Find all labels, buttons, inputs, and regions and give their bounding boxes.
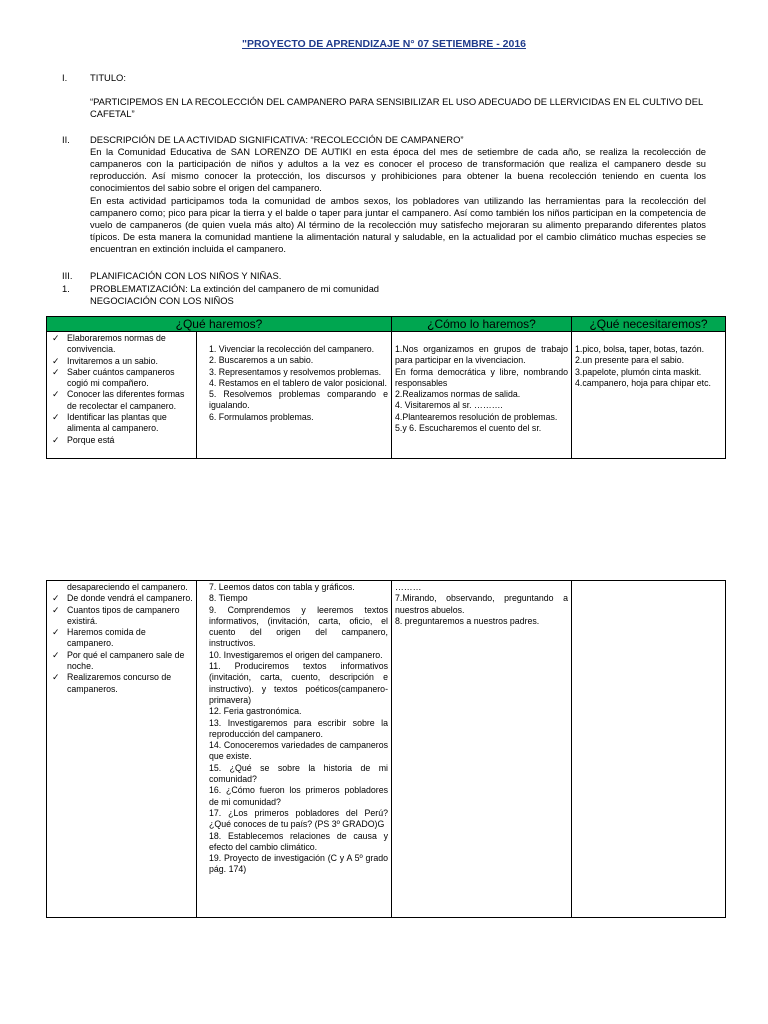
header-what-will-we-do: ¿Qué haremos? (47, 317, 392, 332)
section-3-heading: III. PLANIFICACIÓN CON LOS NIÑOS Y NIÑAS. (62, 270, 282, 281)
list-item: ✓ Conocer las diferentes formas de recolectar el campanero. (50, 389, 193, 412)
list-item: 4. Visitaremos al sr. ………. (395, 400, 503, 411)
list-item: 11. Produciremos textos informativos (invitación, carta, cuento, descripción e instructivo). y textos poéticos(campanero-primavera) (209, 661, 388, 705)
list-item: 1.Nos organizamos en grupos de trabajo para participar en la vivenciacion. (395, 344, 568, 366)
negotiation-heading: NEGOCIACIÓN CON LOS NIÑOS (90, 295, 234, 306)
list-item: 14. Conoceremos variedades de campaneros que existe. (209, 740, 388, 762)
list-item: ✓ Por qué el campanero sale de noche. (50, 650, 193, 673)
list-item: desapareciendo el campanero. (67, 582, 188, 592)
questions-cell (47, 581, 197, 918)
list-item: ✓ Realizaremos concurso de campaneros. (50, 672, 193, 695)
list-item: 5.y 6. Escucharemos el cuento del sr. (395, 423, 542, 434)
list-item: ……… (395, 582, 422, 592)
list-item: 1.pico, bolsa, taper, botas, tazón. (575, 344, 705, 354)
section-2-heading: II. DESCRIPCIÓN DE LA ACTIVIDAD SIGNIFICATIVA: “RECOLECCIÓN DE CAMPANERO” (62, 134, 464, 145)
header-what-will-we-need: ¿Qué necesitaremos? (572, 317, 726, 332)
questions-cell (47, 332, 197, 459)
list-item: 3. Representamos y resolvemos problemas. (209, 366, 382, 377)
list-item: ✓ Haremos comida de campanero. (50, 627, 193, 650)
problematization-line: 1. PROBLEMATIZACIÓN: La extinción del campanero de mi comunidad (62, 283, 380, 294)
list-item: 8. preguntaremos a nuestros padres. (395, 615, 540, 626)
list-item: ✓ Elaboraremos normas de convivencia. (50, 333, 193, 356)
list-item: ✓ Invitaremos a un sabio. (50, 356, 193, 367)
list-item: 2.Realizamos normas de salida. (395, 389, 521, 400)
list-item: 3.papelote, plumón cinta maskit. (575, 366, 702, 377)
header-how-will-we-do-it: ¿Cómo lo haremos? (392, 317, 572, 332)
list-item: ✓ Saber cuántos campaneros cogió mi compañero. (50, 367, 193, 390)
list-item: ✓ Porque está (50, 435, 193, 446)
activities-cell (197, 332, 392, 459)
table-header-row (47, 317, 726, 332)
list-item: 4.Plantearemos resolución de problemas. (395, 411, 558, 422)
section-1-heading: I. TITULO: (62, 72, 126, 83)
list-item: 10. Investigaremos el origen del campanero. (209, 649, 383, 660)
list-item: 8. Tiempo (209, 593, 248, 604)
list-item: 6. Formulamos problemas. (209, 411, 314, 422)
page-title: "PROYECTO DE APRENDIZAJE N° 07 SETIEMBRE - 2016 (242, 38, 526, 50)
list-item: 13. Investigaremos para escribir sobre la reproducción del campanero. (209, 717, 388, 739)
list-item: 5. Resolvemos problemas comparando e igualando. (209, 389, 388, 411)
list-item: 9. Comprendemos y leeremos textos informativos, (invitación, carta, oficio, el cuento del origen del campanero, instructivos. (209, 604, 388, 649)
list-item: 19. Proyecto de investigación (C y A 5º grado pág. 174) (209, 853, 388, 875)
list-item: En forma democrática y libre, nombrando responsables (395, 366, 568, 388)
materials-cell (572, 581, 726, 918)
how-cell (392, 332, 572, 459)
table-row (47, 332, 726, 459)
materials-cell (572, 332, 726, 459)
list-item: ✓ Identificar las plantas que alimenta al campanero. (50, 412, 193, 435)
list-item: 1. Vivenciar la recolección del campanero. (209, 344, 375, 354)
table-row (47, 581, 726, 918)
project-title-text: “PARTICIPEMOS EN LA RECOLECCIÓN DEL CAMPANERO PARA SENSIBILIZAR EL USO ADECUADO DE LLERVICIDAS EN EL CULTIVO DEL CAFETAL” (90, 96, 703, 119)
activities-cell (197, 581, 392, 918)
list-item: 17. ¿Los primeros pobladores del Perú? ¿Qué conoces de tu país? (PS 3º GRADO)G (209, 807, 388, 830)
list-item: 2. Buscaremos a un sabio. (209, 355, 314, 366)
description-paragraph-1: En la Comunidad Educativa de SAN LORENZO DE AUTIKI en esta época del mes de setiembre de cada año, se realiza la recolección de campaneros con la participación de niños y adultos a la vez es conocer el proceso de transformación que realiza el campanero desde su reproducción. Así mismo conocer la protección, los discursos y prohibiciones para obtener la buena recolección teniendo en cuenta los conocimientos del sabio sobre el origen del campanero. (90, 146, 706, 193)
list-item: 4. Restamos en el tablero de valor posicional. (209, 377, 387, 388)
planning-table-page-2 (46, 580, 726, 918)
how-cell (392, 581, 572, 918)
list-item: 18. Establecemos relaciones de causa y efecto del cambio climático. (209, 830, 388, 852)
list-item: ✓ De donde vendrá el campanero. (50, 593, 193, 604)
list-item: 7.Mirando, observando, preguntando a nuestros abuelos. (395, 593, 568, 615)
list-item: ✓ Cuantos tipos de campanero existirá. (50, 605, 193, 628)
list-item: 7. Leemos datos con tabla y gráficos. (209, 582, 355, 592)
list-item: 2.un presente para el sabio. (575, 355, 685, 366)
list-item: 16. ¿Cómo fueron los primeros pobladores de mi comunidad? (209, 785, 388, 807)
list-item: 12. Feria gastronómica. (209, 706, 302, 717)
list-item: 15. ¿Qué se sobre la historia de mi comunidad? (209, 762, 388, 785)
description-paragraph-2: En esta actividad participamos toda la comunidad de ambos sexos, los pobladores van utilizando las herramientas para la recolección del campanero como; pico para picar la tierra y el balde o taper para juntar el campanero. Así como también los niños participan en la competencia de vuelo de campaneros (de quien vuela más alto) Al término de la recolección muy satisfecho mejoraran su alimento preparando diferentes platos típicos. De esta manera la comunidad mantiene la alimentación natural y saludable, en la actualidad por el cambio climático muchas especies se encuentran en extinción incluida el campanero. (90, 195, 706, 254)
list-item: 4.campanero, hoja para chipar etc. (575, 377, 711, 388)
planning-table-page-1 (46, 316, 726, 459)
